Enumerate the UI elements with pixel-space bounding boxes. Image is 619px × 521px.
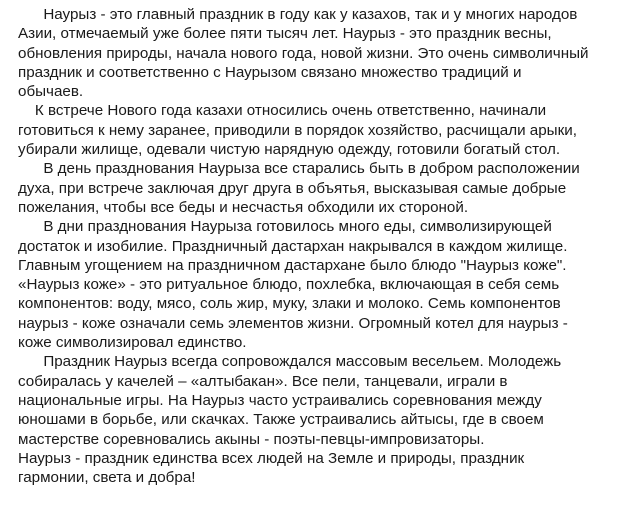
- text-line: В день празднования Наурыза все старались быть в добром расположении: [18, 160, 580, 178]
- text-line: коже символизировал единство.: [18, 334, 247, 352]
- text-line: духа, при встрече заключая друг друга в объятья, высказывая самые добрые: [18, 179, 567, 197]
- text-line: В дни празднования Наурыза готовилось много еды, символизирующей: [18, 218, 552, 236]
- text-line: юношами в борьбе, или скачках. Также устраивались айтысы, где в своем: [18, 411, 544, 429]
- text-line: Праздник Наурыз всегда сопровождался массовым весельем. Молодежь: [18, 353, 562, 371]
- text-line: обновления природы, начала нового года, новой жизни. Это очень символичный: [18, 44, 589, 62]
- text-line: К встрече Нового года казахи относились очень ответственно, начинали: [18, 102, 547, 120]
- text-line: собиралась у качелей – «алтыбакан». Все пели, танцевали, играли в: [18, 372, 508, 390]
- paragraph: [18, 449, 614, 488]
- text-line: Наурыз - праздник единства всех людей на Земле и природы, праздник: [18, 449, 525, 467]
- text-line: обычаев.: [18, 83, 84, 101]
- text-line: мастерстве соревновались акыны - поэты-певцы-импровизаторы.: [18, 430, 485, 448]
- paragraph: [18, 5, 614, 101]
- text-line: достаток и изобилие. Праздничный дастархан накрывался в каждом жилище.: [18, 237, 568, 255]
- text-line: убирали жилище, одевали чистую нарядную одежду, готовили богатый стол.: [18, 141, 561, 159]
- text-line: пожелания, чтобы все беды и несчастья обходили их стороной.: [18, 198, 469, 216]
- text-line: наурыз - коже означали семь элементов жизни. Огромный котел для наурыз -: [18, 314, 568, 332]
- paragraph: [18, 101, 614, 159]
- paragraph: [18, 159, 614, 217]
- paragraph: [18, 217, 614, 352]
- paragraph: [18, 352, 614, 448]
- text-line: Азии, отмечаемый уже более пяти тысяч лет. Наурыз - это праздник весны,: [18, 25, 552, 43]
- text-line: «Наурыз коже» - это ритуальное блюдо, похлебка, включающая в себя семь: [18, 276, 560, 294]
- text-line: праздник и соответственно с Наурызом связано множество традиций и: [18, 63, 522, 81]
- text-line: национальные игры. На Наурыз часто устраивались соревнования между: [18, 391, 542, 409]
- document-text: [18, 5, 614, 487]
- text-line: готовиться к нему заранее, приводили в порядок хозяйство, расчищали арыки,: [18, 121, 577, 139]
- text-line: гармонии, света и добра!: [18, 469, 196, 487]
- text-line: компонентов: воду, мясо, соль жир, муку, злаки и молоко. Семь компонентов: [18, 295, 561, 313]
- text-line: Главным угощением на праздничном дастархане было блюдо "Наурыз коже".: [18, 256, 567, 274]
- text-line: Наурыз - это главный праздник в году как у казахов, так и у многих народов: [18, 6, 578, 23]
